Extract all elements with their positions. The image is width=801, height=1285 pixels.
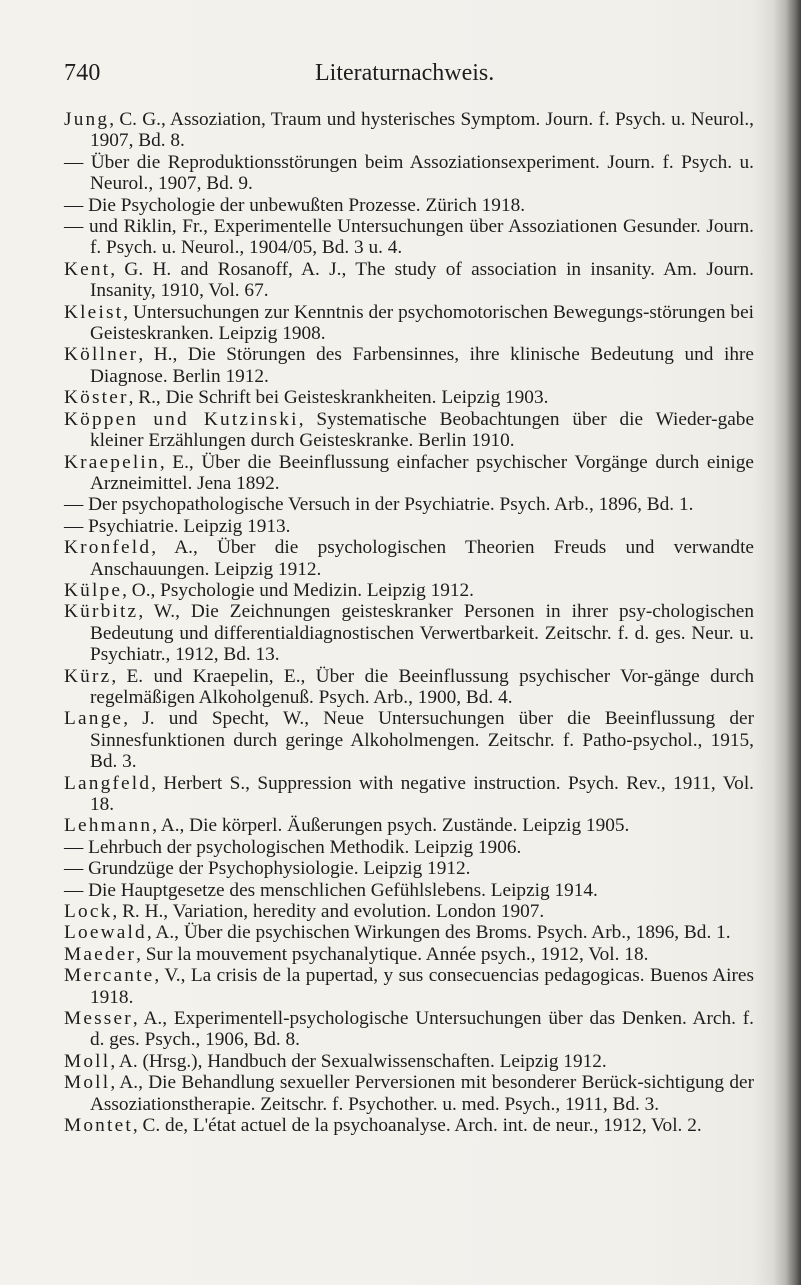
entry-text: — und Riklin, Fr., Experimentelle Untersuchungen über Assoziationen Gesunder. Journ. f. Psych. u. Neurol., 1904/05, Bd. 3 u. 4. [64,216,754,259]
entry-author: Jung [64,109,110,130]
entry-text: — Grundzüge der Psychophysiologie. Leipzig 1912. [64,858,471,880]
reference-entry [64,1008,754,1051]
reference-entry [64,837,754,858]
entry-author: Lange [64,708,124,730]
reference-entry [64,344,754,387]
entry-author: Köppen und Kutzinski [64,408,299,430]
entry-author: Lehmann [64,815,153,837]
entry-author: Kürz [64,665,112,687]
entry-author: Lock [64,901,113,923]
entry-author: Moll [64,1072,111,1094]
entry-text: — Die Psychologie der unbewußten Prozesse. Zürich 1918. [64,194,526,216]
entry-text: , Untersuchungen zur Kenntnis der psychomotorischen Bewegungs-störungen bei Geisteskranken. Leipzig 1908. [90,301,754,345]
entry-text: , W., Die Zeichnungen geisteskranker Personen in ihrer psy-chologischen Bedeutung und differentialdiagnostischen Verwertbarkeit. Zeitschr. f. d. ges. Neur. u. Psychiatr., 1912, Bd. 13. [90,601,754,666]
entry-text: , O., Psychologie und Medizin. Leipzig 1912. [122,579,474,601]
entry-author: Maeder [64,943,137,965]
entry-author: Messer [64,1008,133,1030]
entry-text: , A. (Hrsg.), Handbuch der Sexualwissenschaften. Leipzig 1912. [110,1050,607,1072]
page-edge-shadow [773,0,801,1285]
entry-author: Kraepelin [64,451,160,473]
reference-entry [64,216,754,259]
reference-entry [64,516,754,537]
entry-text: , E., Über die Beeinflussung einfacher psychischer Vorgänge durch einige Arzneimittel. Jena 1892. [90,451,754,494]
entry-author: Moll [64,1050,111,1072]
reference-entry [64,944,754,965]
entry-text: — Lehrbuch der psychologischen Methodik. Leipzig 1906. [64,836,522,858]
reference-entry [64,537,754,580]
reference-entry [64,1072,754,1115]
entry-text: , Systematische Beobachtungen über die Wieder-gabe kleiner Erzählungen durch Geisteskranke. Berlin 1910. [90,408,754,452]
reference-entry [64,580,754,601]
entry-text: , A., Über die psychischen Wirkungen des Broms. Psych. Arb., 1896, Bd. 1. [146,922,731,944]
reference-entry [64,452,754,495]
reference-entry [64,1051,754,1072]
entry-author: Montet [64,1115,133,1137]
reference-entry [64,965,754,1008]
entry-text: , Herbert S., Suppression with negative instruction. Psych. Rev., 1911, Vol. 18. [90,772,754,815]
reference-entry [64,880,754,901]
reference-entry [64,195,754,216]
entry-author: Kent [64,258,111,280]
entry-author: Loewald [64,922,147,944]
entry-author: Köllner [64,344,139,366]
entry-author: Langfeld [64,772,152,794]
reference-entry [64,409,754,452]
entry-text: — Über die Reproduktionsstörungen beim Assoziationsexperiment. Journ. f. Psych. u. Neurol., 1907, Bd. 9. [64,151,754,195]
reference-entry [64,708,754,772]
entry-text: , R., Die Schrift bei Geisteskrankheiten. Leipzig 1903. [128,387,549,409]
reference-entry [64,387,754,408]
entry-text: , C. de, L'état actuel de la psychoanalyse. Arch. int. de neur., 1912, Vol. 2. [132,1115,702,1137]
reference-entry [64,259,754,302]
page-number: 740 [64,60,101,86]
entry-text: , V., La crisis de la pupertad, y sus consecuencias pedagogicas. Buenos Aires 1918. [90,965,754,1008]
reference-list [64,109,754,1137]
entry-text: , Sur la mouvement psychanalytique. Année psych., 1912, Vol. 18. [136,943,649,965]
reference-entry [64,494,754,515]
reference-entry [64,109,754,152]
entry-author: Kürbitz [64,601,139,623]
entry-text: , E. und Kraepelin, E., Über die Beeinflussung psychischer Vor-gänge durch regelmäßigen Alkoholgenuß. Psych. Arb., 1900, Bd. 4. [90,665,754,708]
entry-text: , J. und Specht, W., Neue Untersuchungen über die Beeinflussung der Sinnesfunktionen durch geringe Alkoholmengen. Zeitschr. f. Patho-psychol., 1915, Bd. 3. [90,708,754,773]
entry-text: , A., Die körperl. Äußerungen psych. Zustände. Leipzig 1905. [152,815,630,837]
entry-author: Külpe [64,579,123,601]
reference-entry [64,152,754,195]
reference-entry [64,302,754,345]
entry-text: , G. H. and Rosanoff, A. J., The study of association in insanity. Am. Journ. Insanity, 1910, Vol. 67. [90,258,754,302]
reference-entry [64,815,754,836]
entry-text: , C. G., Assoziation, Traum und hysterisches Symptom. Journ. f. Psych. u. Neurol., 1907, Bd. 8. [90,109,754,152]
reference-entry [64,1115,754,1136]
reference-entry [64,901,754,922]
entry-text: , H., Die Störungen des Farbensinnes, ihre klinische Bedeutung und ihre Diagnose. Berlin 1912. [90,344,754,387]
reference-entry [64,666,754,709]
running-title: Literaturnachweis. [315,60,495,86]
reference-entry [64,858,754,879]
entry-author: Mercante [64,965,155,987]
reference-entry [64,601,754,665]
reference-entry [64,922,754,943]
entry-text: , A., Über die psychologischen Theorien Freuds und verwandte Anschauungen. Leipzig 1912. [90,537,754,580]
reference-entry [64,773,754,816]
entry-author: Kronfeld [64,537,152,559]
entry-author: Köster [64,387,129,409]
entry-text: , A., Die Behandlung sexueller Perversionen mit besonderer Berück-sichtigung der Assoziationstherapie. Zeitschr. f. Psychother. u. med. Psych., 1911, Bd. 3. [90,1072,754,1115]
entry-text: — Der psychopathologische Versuch in der Psychiatrie. Psych. Arb., 1896, Bd. 1. [64,494,694,516]
page-header [0,60,801,92]
entry-text: , A., Experimentell-psychologische Untersuchungen über das Denken. Arch. f. d. ges. Psych., 1906, Bd. 8. [90,1008,754,1051]
entry-text: — Die Hauptgesetze des menschlichen Gefühlslebens. Leipzig 1914. [64,879,598,901]
entry-text: — Psychiatrie. Leipzig 1913. [64,515,291,537]
entry-author: Kleist [64,301,124,323]
entry-text: , R. H., Variation, heredity and evolution. London 1907. [112,901,545,923]
